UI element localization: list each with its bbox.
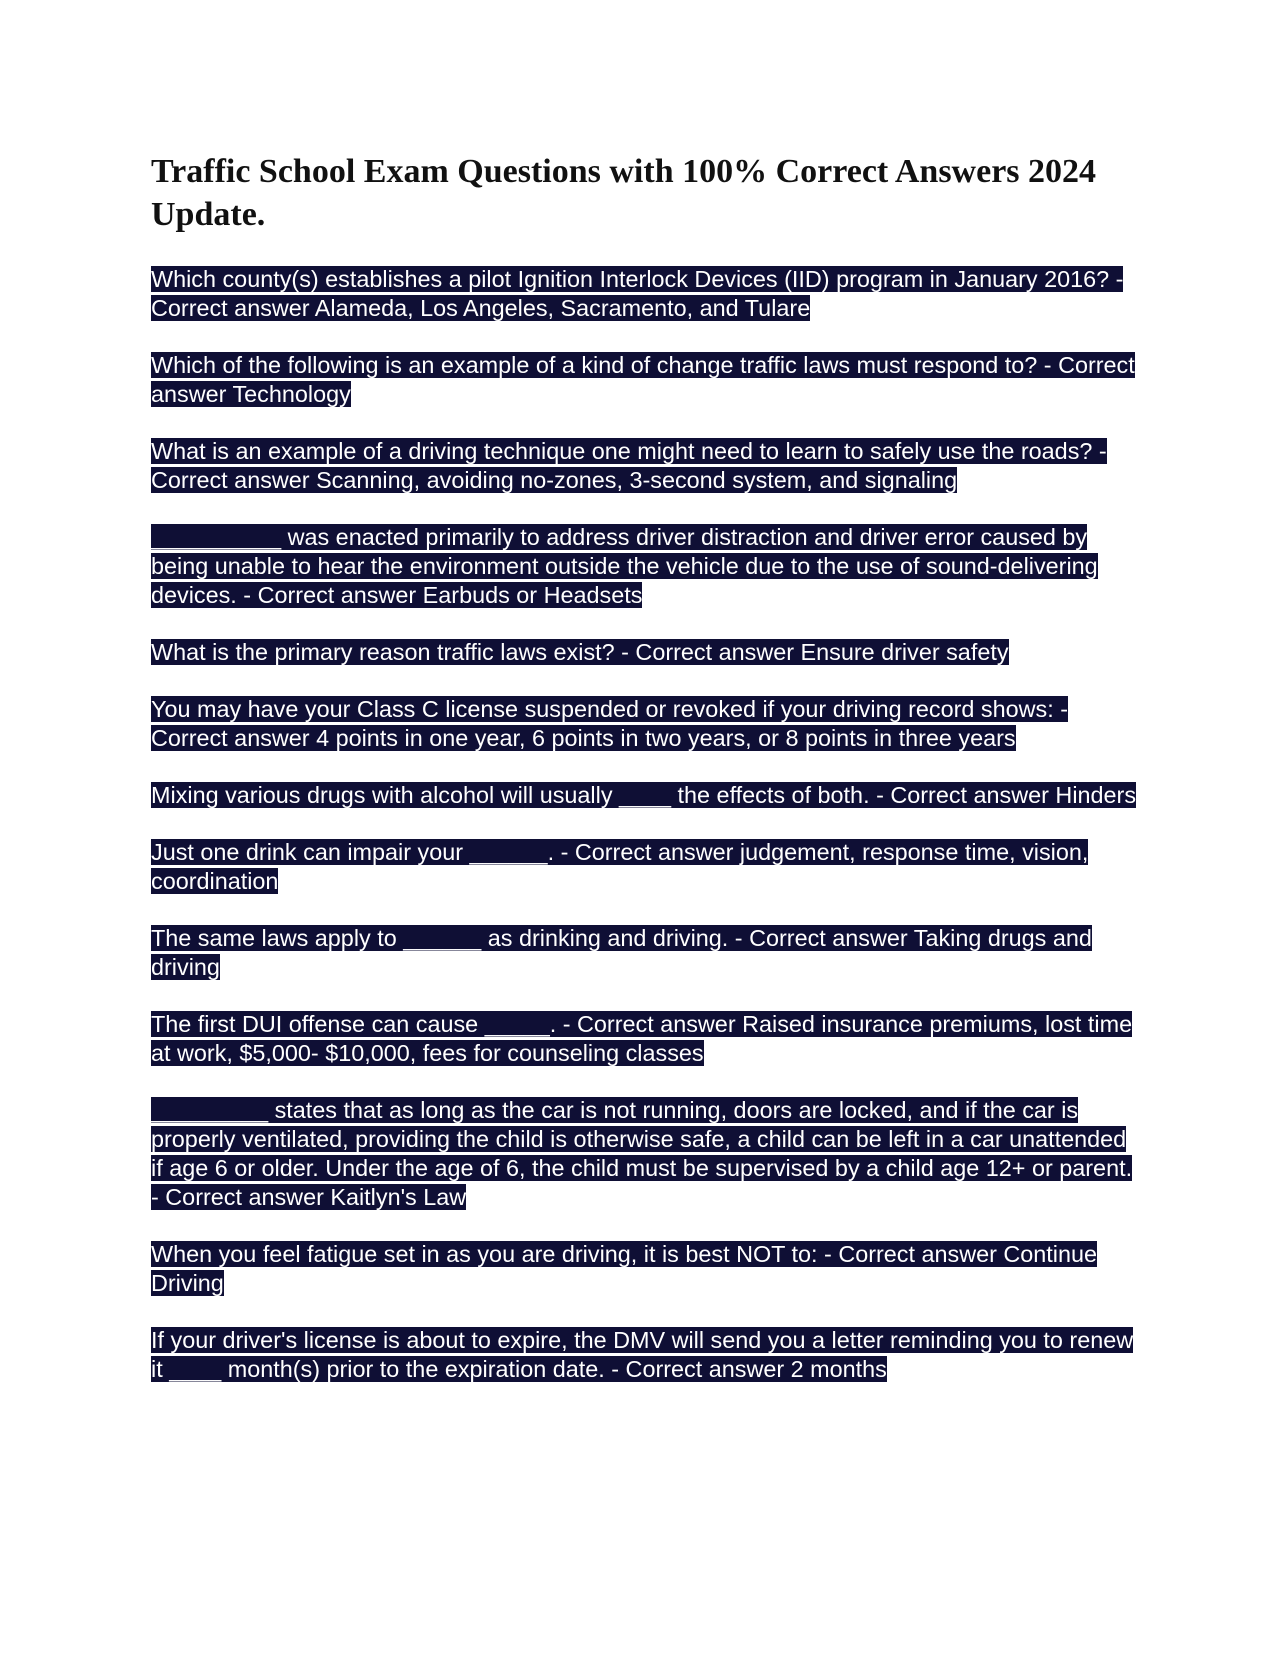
qa-item [151,924,1141,982]
document-title: Traffic School Exam Questions with 100% Correct Answers 2024 Update. [151,153,1097,233]
qa-item-text: Mixing various drugs with alcohol will usually ____ the effects of both. - Correct answer Hinders [151,782,1137,808]
qa-item [151,265,1141,323]
qa-item [151,1326,1141,1384]
qa-list [151,265,1141,1412]
qa-item [151,638,1141,667]
qa-item [151,781,1141,810]
qa-item-text: What is an example of a driving technique one might need to learn to safely use the roads? - Correct answer Scanning, avoiding no-zones, 3-second system, and signaling [151,438,1107,493]
qa-item [151,695,1141,753]
qa-item [151,838,1141,896]
qa-item-text: Just one drink can impair your ______. - Correct answer judgement, response time, vision, coordination [151,839,1089,894]
qa-item [151,1096,1141,1212]
qa-item-text: The first DUI offense can cause _____. - Correct answer Raised insurance premiums, lost time at work, $5,000- $10,000, fees for counseling classes [151,1011,1133,1066]
qa-item-text: If your driver's license is about to expire, the DMV will send you a letter reminding you to renew it ____ month(s) prior to the expiration date. - Correct answer 2 months [151,1327,1134,1382]
qa-item [151,1010,1141,1068]
qa-item-text: Which county(s) establishes a pilot Ignition Interlock Devices (IID) program in January 2016? - Correct answer Alameda, Los Angeles, Sacramento, and Tulare [151,266,1124,321]
qa-item-text: __________ was enacted primarily to address driver distraction and driver error caused by being unable to hear the environment outside the vehicle due to the use of sound-delivering devices. - Correct answer Earbuds or Headsets [151,524,1098,608]
qa-item-text: _________ states that as long as the car is not running, doors are locked, and if the car is properly ventilated, providing the child is otherwise safe, a child can be left in a car unattended if age 6 or older. Under the age of 6, the child must be supervised by a child age 12+ or parent. - Correct answer Kaitlyn's Law [151,1097,1133,1210]
qa-item [151,523,1141,610]
qa-item-text: What is the primary reason traffic laws exist? - Correct answer Ensure driver safety [151,639,1009,665]
qa-item-text: Which of the following is an example of a kind of change traffic laws must respond to? - Correct answer Technology [151,352,1135,407]
qa-item [151,1240,1141,1298]
qa-item-text: When you feel fatigue set in as you are driving, it is best NOT to: - Correct answer Continue Driving [151,1241,1098,1296]
qa-item [151,351,1141,409]
qa-item [151,437,1141,495]
qa-item-text: The same laws apply to ______ as drinking and driving. - Correct answer Taking drugs and driving [151,925,1092,980]
qa-item-text: You may have your Class C license suspended or revoked if your driving record shows: - Correct answer 4 points in one year, 6 points in two years, or 8 points in three years [151,696,1069,751]
